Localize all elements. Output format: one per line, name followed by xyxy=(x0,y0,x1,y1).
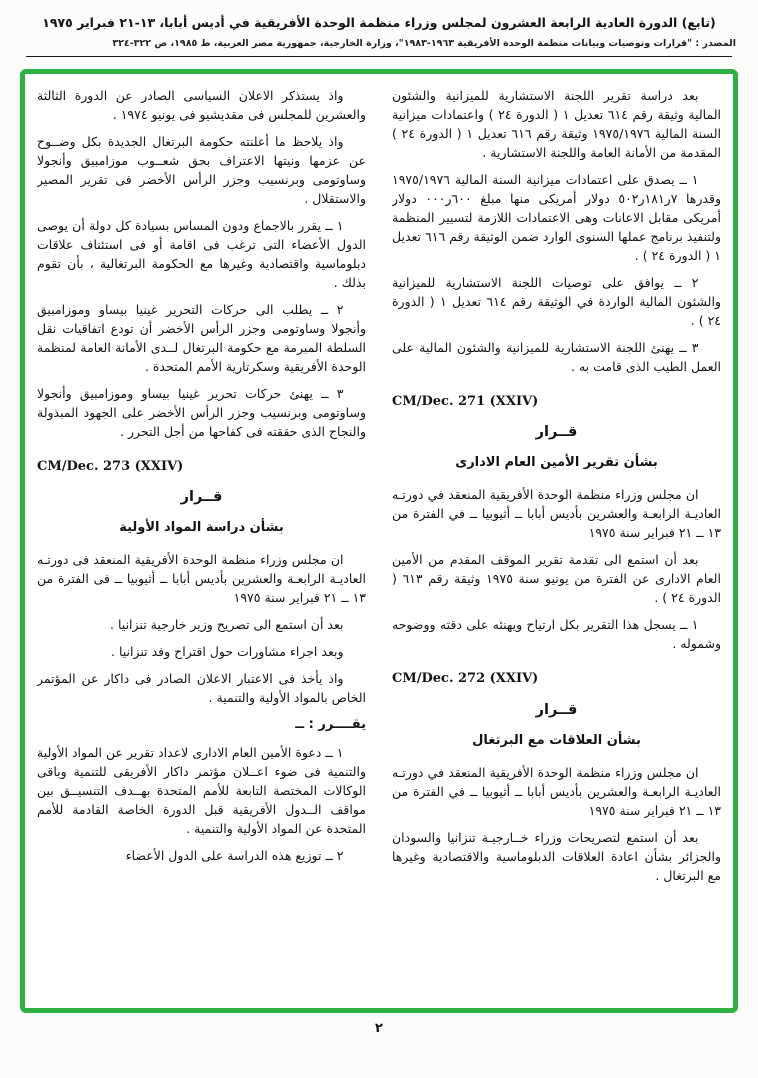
resolution-subject: بشأن دراسة المواد الأولية xyxy=(119,520,284,536)
resolution-subject: بشأن العلاقات مع البرتغال xyxy=(472,732,641,748)
paragraph: بعد أن استمع لتصريحات وزراء خــارجيـة تنزانيا والسودان والجزائر بشأن اعادة العلاقات الدبلوماسية والاقتصادية وغيرها مع البرتغال . xyxy=(392,829,721,883)
resolution-title: قــرار xyxy=(535,424,578,441)
paragraph: ان مجلس وزراء منظمة الوحدة الأفريقية المنعقد في دورتـه العاديـة الرابعـة والعشرين بأديس أبابا ــ أثيوبيا ــ في الفترة من ١٣ ــ ٢١ فبراير سنة ١٩٧٥ xyxy=(392,764,721,818)
column-right xyxy=(392,86,721,1002)
numbered-clause: ١ ــ يقرر بالاجماع ودون المساس بسيادة كل دولة أن يوصى الدول الأعضاء التى ترغب فى اقامة أو فى استئناف علاقات دبلوماسية واقتصادية وغيرها مع الحكومة البرتغالية ، بأن تقوم بذلك . xyxy=(37,217,366,290)
paragraph: بعد أن استمع الى تقدمة تقرير الموقف المقدم من الأمين العام الادارى عن الفترة من يونيو سنة ١٩٧٥ وثيقة رقم ٦١٣ ( الدورة ٢٤ ) . xyxy=(392,552,721,606)
two-column-layout xyxy=(37,86,721,1002)
numbered-clause: ١ ــ يصدق على اعتمادات ميزانية السنة المالية ١٩٧٥/١٩٧٦ وقدرها ٧ر١٨١ر٥٠٢ دولار أمريكى منها مبلغ ٦٠٠ر٠٠٠ دولار أمريكى مقابل الاعانات وهى الاعتمادات اللازمة لتسيير المنظمة ولتنفيذ برنامج عملها السنوى الوارد ضمن الوثيقة رقم ٦١٦ تعديل ١ ( الدورة ٢٤ ) . xyxy=(392,171,721,263)
paragraph: بعد دراسة تقرير اللجنة الاستشارية للميزانية والشئون المالية وثيقة رقم ٦١٤ تعديل ١ ( الدورة ٢٤ ) واعتمادات ميزانية السنة المالية ١٩٧٥/١٩٧٦ وثيقة رقم ٦١٦ تعديل ١ ( الدورة ٢٤ ) المقدمة من الأمانة العامة واللجنة الاستشارية . xyxy=(392,87,721,160)
page-number: ٢ xyxy=(375,1020,383,1036)
resolution-code: CM/Dec. 271 (XXIV) xyxy=(392,393,539,409)
numbered-clause: ٢ ــ يطلب الى حركات التحرير غينيا بيساو وموزامبيق وأنجولا وساوتومى وجزر الرأس الأخضر أن تودع اتفاقيات نقل السلطة المبرمة مع حكومة البرتغال لــدى الأمانة العامة لمنظمة الوحدة الأفريقية وسكرتارية الأمم المتحدة . xyxy=(37,301,366,374)
paragraph: بعد أن استمع الى تصريح وزير خارجية تنزانيا . xyxy=(110,617,344,633)
content-frame xyxy=(20,69,738,1013)
paragraph: واذ يأخذ فى الاعتبار الاعلان الصادر فى داكار عن المؤتمر الخاص بالمواد الأولية والتنمية . xyxy=(37,671,366,706)
numbered-clause: ١ ــ دعوة الأمين العام الادارى لاعداد تقرير عن المواد الأولية والتنمية فى ضوء اعــلان مؤتمر داكار الأفريقى للتنمية وباقى الوكالات المختصة التابعة للأمم المتحدة بهــدف التنسيــق بين مواقف الــدول الأفريقية قبل الدورة الخاصة القادمة للأمم المتحدة عن المواد الأولية والتنمية . xyxy=(37,744,366,836)
paragraph: واذ يستذكر الاعلان السياسى الصادر عن الدورة الثالثة والعشرين للمجلس فى مقديشيو فى يونيو ١٩٧٤ . xyxy=(37,87,366,122)
numbered-clause: ٣ ــ يهنئ حركات تحرير غينيا بيساو وموزامبيق وأنجولا وساوتومى وبرنسيب وجزر الرأس الأخضر على الجهود المبذولة والنجاح الذى حققته فى كفاحها من أجل التحرر . xyxy=(37,385,366,439)
numbered-clause: ٢ ــ يوافق على توصيات اللجنة الاستشارية للميزانية والشئون المالية الواردة في الوثيقة رقم ٦١٤ تعديل ١ ( الدورة ٢٤ ) . xyxy=(392,274,721,328)
header-divider xyxy=(26,56,732,57)
paragraph: ان مجلس وزراء منظمة الوحدة الأفريقية المنعقد فى دورتـه العاديـة الرابعـة والعشرين بأديس أبابا ــ أثيوبيا ــ فى الفترة من ١٣ ــ ٢١ فبراير سنة ١٩٧٥ xyxy=(37,552,366,606)
header-source: المصدر : "قرارات وتوصيات وبيانات منظمة الوحدة الأفريقية ١٩٦٣-١٩٨٣"، وزارة الخارجية، جمهورية مصر العربية، ط ١٩٨٥، ص ٣٢٢-٣٢٤ xyxy=(112,37,736,49)
column-left xyxy=(37,86,366,1002)
resolution-title: قــرار xyxy=(180,489,223,506)
paragraph: وبعد اجراء مشاورات حول اقتراح وفد تنزانيا . xyxy=(111,644,344,660)
page-header xyxy=(12,12,746,57)
resolution-title: قــرار xyxy=(535,701,578,718)
header-title: (تابع) الدورة العادية الرابعة العشرون لمجلس وزراء منظمة الوحدة الأفريقية في أديس أبابا، ١٣-٢١ فبراير ١٩٧٥ xyxy=(42,15,716,30)
resolution-subject: بشأن تقرير الأمين العام الادارى xyxy=(455,455,658,471)
numbered-clause: ٢ ــ توزيع هذه الدراسة على الدول الأعضاء xyxy=(125,847,344,863)
paragraph: واذ يلاحظ ما أعلنته حكومة البرتغال الجديدة بكل وضــوح عن عزمها ونيتها الاعتراف بحق شعــوب موزامبيق وأنجولا وساوتومى وبرنسيب وجزر الرأس الأخضر فى تقرير المصير والاستقلال . xyxy=(37,133,366,206)
resolution-code: CM/Dec. 273 (XXIV) xyxy=(37,458,184,474)
numbered-clause: ١ ــ يسجل هذا التقرير بكل ارتياح ويهنئه على دقته ووضوحه وشموله . xyxy=(392,617,721,652)
paragraph: ان مجلس وزراء منظمة الوحدة الأفريقية المنعقد في دورتـه العاديـة الرابعـة والعشرين بأديس أبابا ــ أثيوبيا ــ في الفترة من ١٣ ــ ٢١ فبراير سنة ١٩٧٥ xyxy=(392,487,721,541)
numbered-clause: ٣ ــ يهنئ اللجنة الاستشارية للميزانية والشئون المالية على العمل الطيب الذى قامت به . xyxy=(392,339,721,374)
decree-label: يقــــرر : ــ xyxy=(295,717,366,733)
resolution-code: CM/Dec. 272 (XXIV) xyxy=(392,671,539,687)
